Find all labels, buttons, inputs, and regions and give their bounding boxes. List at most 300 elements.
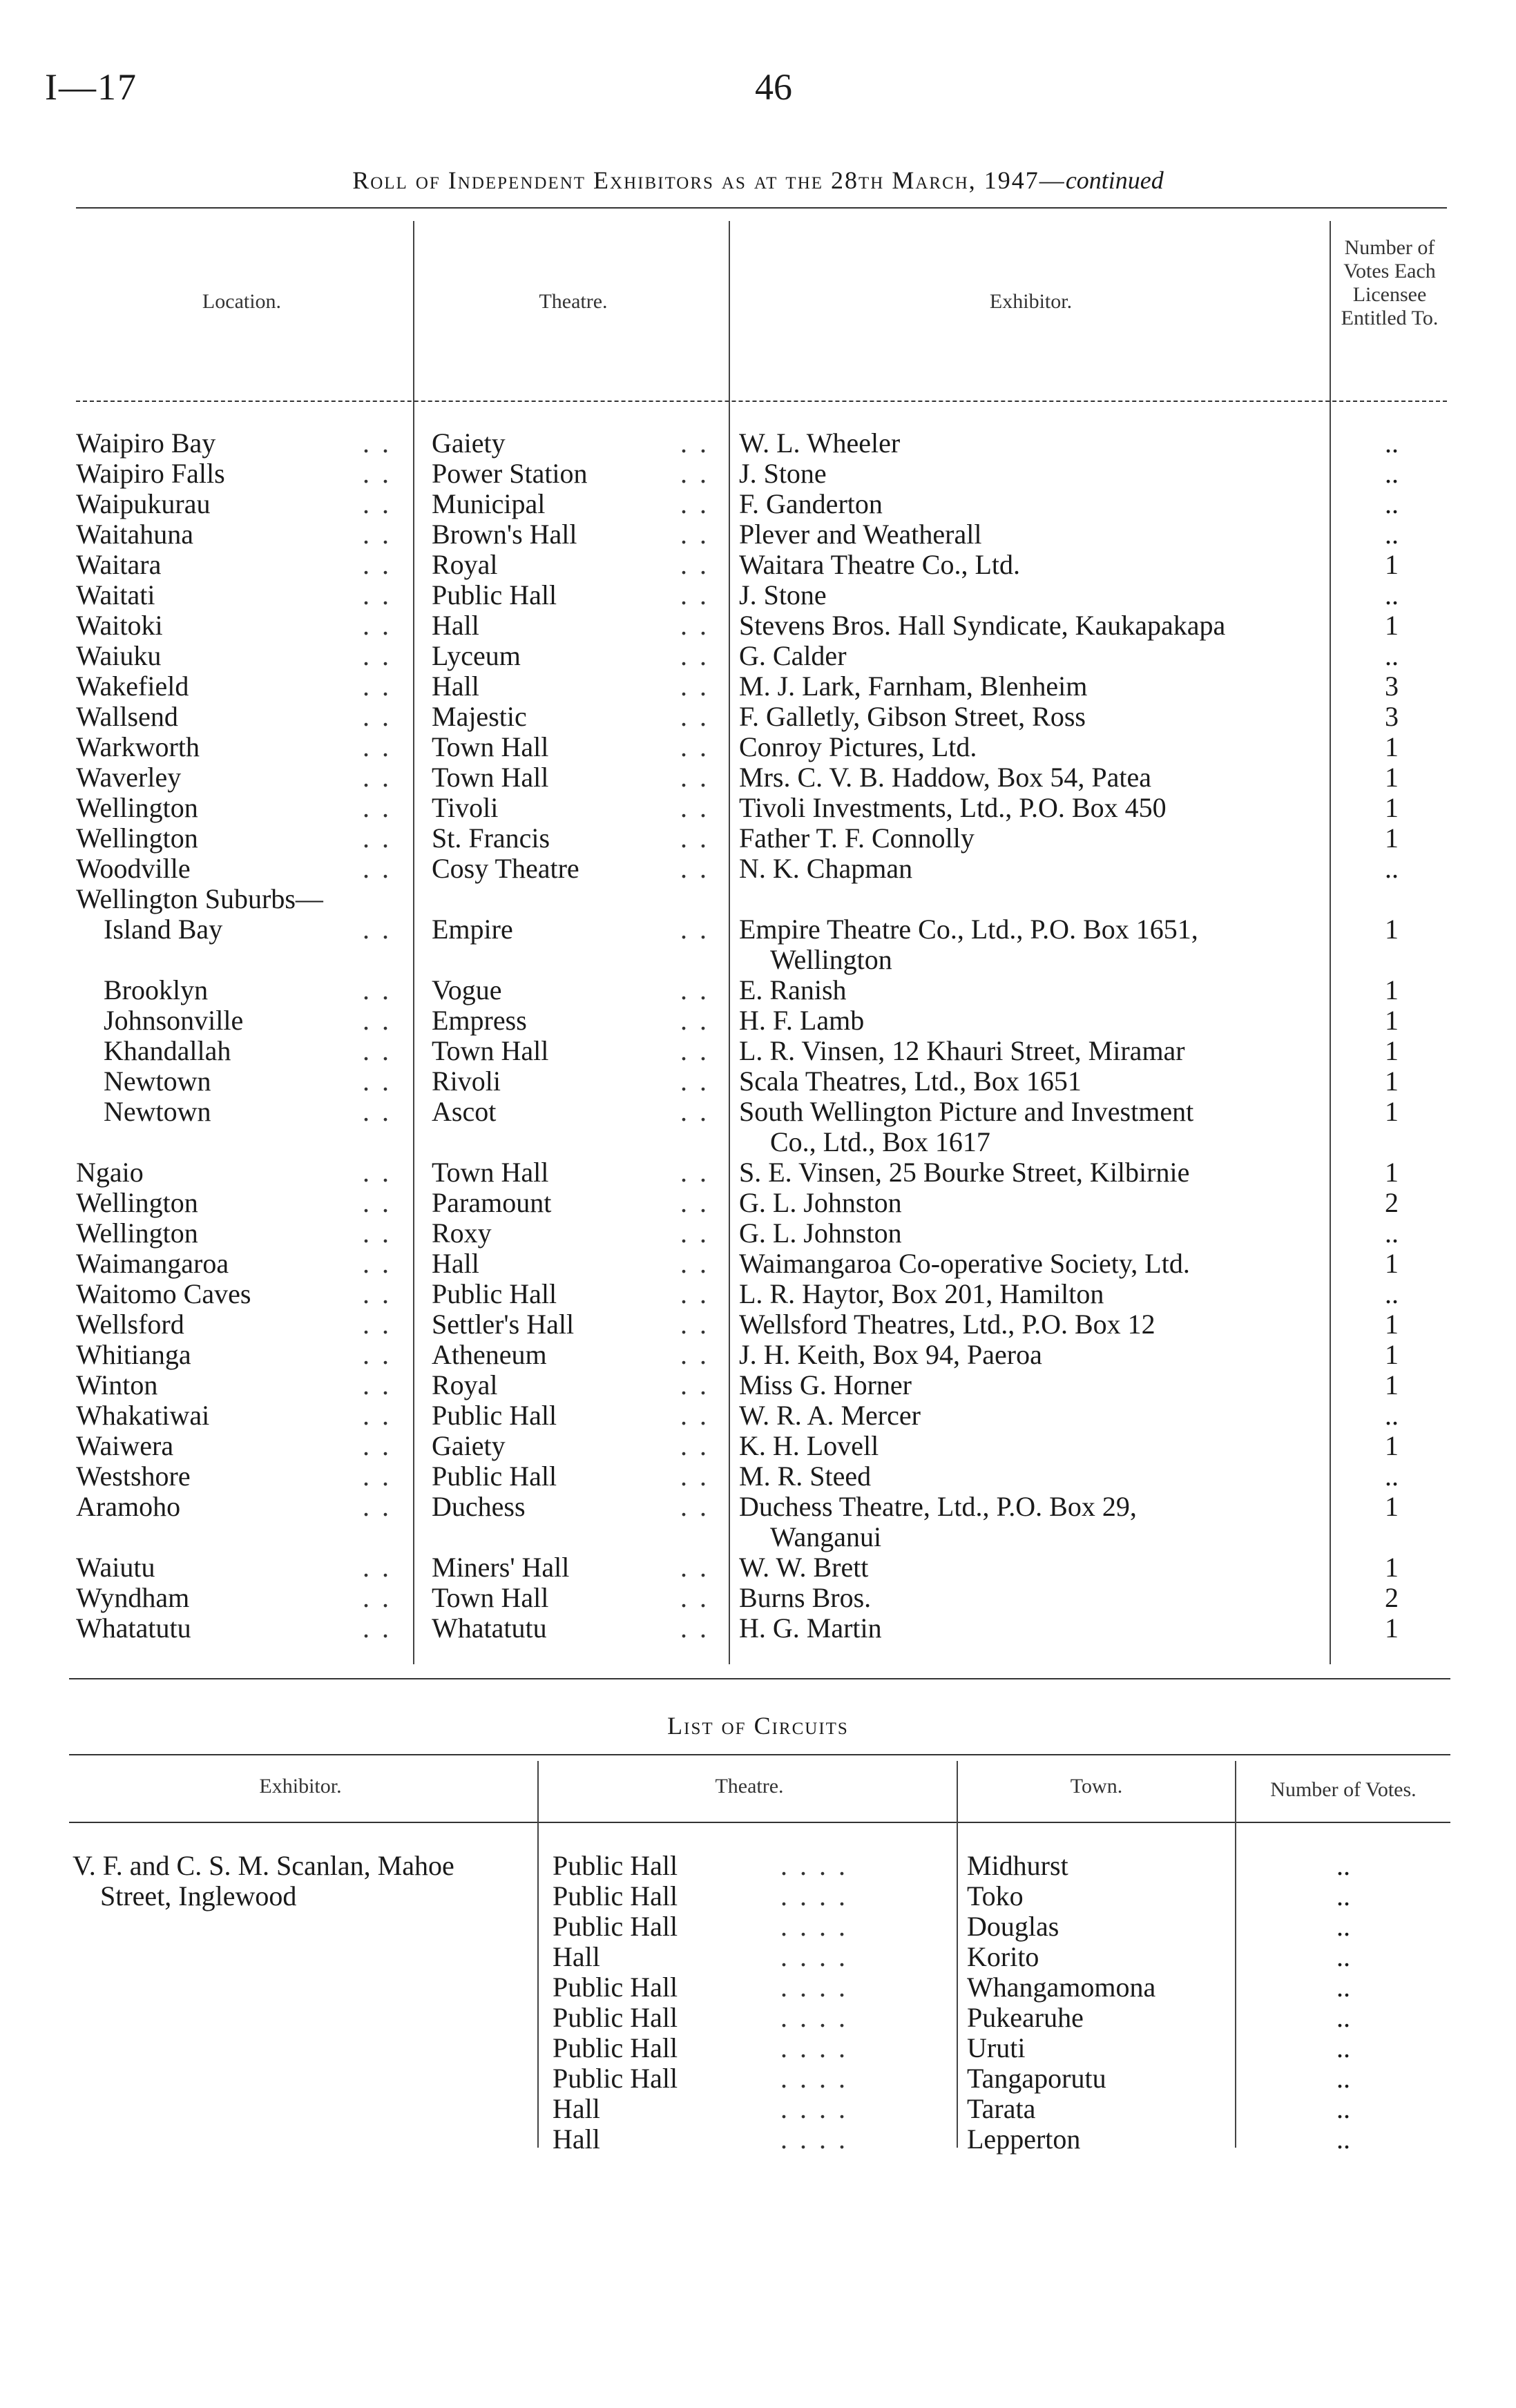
leader-dots: . . bbox=[680, 854, 709, 884]
table-row bbox=[0, 1097, 1516, 1127]
theatre-cell: Hall bbox=[432, 671, 479, 702]
table-row bbox=[0, 519, 1516, 550]
circuit-theatre-cell: Public Hall bbox=[553, 1972, 678, 2003]
location-cell: Island Bay bbox=[104, 914, 223, 945]
leader-dots: . . bbox=[363, 1249, 392, 1279]
theatre-cell: Duchess bbox=[432, 1492, 526, 1522]
leader-dots: . . bbox=[680, 1097, 709, 1127]
leader-dots: . . bbox=[363, 1036, 392, 1066]
leader-dots: . . bbox=[680, 1400, 709, 1431]
location-cell: Warkworth bbox=[76, 732, 200, 762]
location-cell: Newtown bbox=[104, 1097, 211, 1127]
exhibitor-cell: Tivoli Investments, Ltd., P.O. Box 450 bbox=[739, 793, 1167, 823]
votes-cell: .. bbox=[1385, 580, 1399, 610]
circuit-town-cell: Whangamomona bbox=[967, 1972, 1156, 2003]
votes-cell: .. bbox=[1385, 641, 1399, 671]
leader-dots: . . bbox=[363, 914, 392, 945]
exhibitor-cell: Wanganui bbox=[770, 1522, 882, 1552]
leader-dots: . . . . bbox=[780, 1911, 848, 1942]
leader-dots: . . bbox=[363, 428, 392, 459]
leader-dots: . . bbox=[363, 519, 392, 550]
circuits-header-rule bbox=[69, 1822, 1450, 1823]
exhibitor-cell: Conroy Pictures, Ltd. bbox=[739, 732, 977, 762]
votes-cell: .. bbox=[1385, 459, 1399, 489]
table-row bbox=[0, 1218, 1516, 1249]
leader-dots: . . bbox=[680, 1218, 709, 1249]
location-cell: Winton bbox=[76, 1370, 158, 1400]
leader-dots: . . bbox=[363, 459, 392, 489]
theatre-cell: Public Hall bbox=[432, 1279, 557, 1309]
theatre-cell: Municipal bbox=[432, 489, 546, 519]
leader-dots: . . bbox=[363, 671, 392, 702]
theatre-cell: Gaiety bbox=[432, 1431, 506, 1461]
location-cell: Wellington bbox=[76, 1218, 198, 1249]
table-row bbox=[0, 1340, 1516, 1370]
exhibitor-cell: Scala Theatres, Ltd., Box 1651 bbox=[739, 1066, 1082, 1097]
leader-dots: . . bbox=[680, 641, 709, 671]
circuit-votes-cell: .. bbox=[1336, 1851, 1350, 1881]
exhibitor-cell: Burns Bros. bbox=[739, 1583, 872, 1613]
location-cell: Westshore bbox=[76, 1461, 191, 1492]
exhibitor-cell: Wellington bbox=[770, 945, 892, 975]
table-row bbox=[0, 610, 1516, 641]
circuit-votes-cell: .. bbox=[1336, 2003, 1350, 2033]
location-cell: Aramoho bbox=[76, 1492, 181, 1522]
leader-dots: . . bbox=[363, 823, 392, 854]
theatre-cell: Settler's Hall bbox=[432, 1309, 575, 1340]
leader-dots: . . bbox=[680, 1309, 709, 1340]
table-row bbox=[0, 1911, 1516, 1942]
exhibitor-cell: G. L. Johnston bbox=[739, 1188, 902, 1218]
circuit-theatre-cell: Public Hall bbox=[553, 2033, 678, 2063]
leader-dots: . . bbox=[680, 519, 709, 550]
leader-dots: . . bbox=[680, 1279, 709, 1309]
circuit-town-cell: Korito bbox=[967, 1942, 1039, 1972]
exhibitor-cell: L. R. Vinsen, 12 Khauri Street, Miramar bbox=[739, 1036, 1185, 1066]
exhibitor-cell: Stevens Bros. Hall Syndicate, Kaukapakapa bbox=[739, 610, 1226, 641]
circuit-town-cell: Pukearuhe bbox=[967, 2003, 1084, 2033]
leader-dots: . . bbox=[363, 1218, 392, 1249]
leader-dots: . . bbox=[363, 610, 392, 641]
location-cell: Wyndham bbox=[76, 1583, 190, 1613]
table-row bbox=[0, 762, 1516, 793]
votes-cell: .. bbox=[1385, 854, 1399, 884]
location-cell: Waitara bbox=[76, 550, 162, 580]
leader-dots: . . bbox=[680, 580, 709, 610]
leader-dots: . . bbox=[363, 1340, 392, 1370]
votes-cell: 3 bbox=[1385, 702, 1399, 732]
theatre-cell: Empress bbox=[432, 1005, 527, 1036]
col-header-votes: Number of Votes Each Licensee Entitled To. bbox=[1341, 236, 1439, 329]
leader-dots: . . bbox=[363, 702, 392, 732]
theatre-cell: Paramount bbox=[432, 1188, 552, 1218]
theatre-cell: Lyceum bbox=[432, 641, 521, 671]
circuit-votes-cell: .. bbox=[1336, 1881, 1350, 1911]
exhibitor-cell: W. W. Brett bbox=[739, 1552, 869, 1583]
table-row bbox=[0, 641, 1516, 671]
leader-dots: . . bbox=[680, 975, 709, 1005]
table-row bbox=[0, 459, 1516, 489]
exhibitor-cell: Mrs. C. V. B. Haddow, Box 54, Patea bbox=[739, 762, 1152, 793]
location-cell: Waiwera bbox=[76, 1431, 174, 1461]
exhibitor-cell: J. Stone bbox=[739, 459, 827, 489]
leader-dots: . . bbox=[363, 489, 392, 519]
theatre-cell: Public Hall bbox=[432, 1400, 557, 1431]
leader-dots: . . bbox=[680, 610, 709, 641]
leader-dots: . . bbox=[680, 1583, 709, 1613]
leader-dots: . . bbox=[363, 732, 392, 762]
table-row bbox=[0, 2063, 1516, 2094]
exhibitor-cell: H. F. Lamb bbox=[739, 1005, 865, 1036]
exhibitor-cell: N. K. Chapman bbox=[739, 854, 913, 884]
leader-dots: . . bbox=[680, 1370, 709, 1400]
votes-cell: 1 bbox=[1385, 1005, 1399, 1036]
theatre-cell: Town Hall bbox=[432, 1036, 549, 1066]
table-row bbox=[0, 793, 1516, 823]
leader-dots: . . bbox=[363, 762, 392, 793]
circuit-theatre-cell: Hall bbox=[553, 2094, 600, 2124]
table-row bbox=[0, 702, 1516, 732]
exhibitor-cell: Duchess Theatre, Ltd., P.O. Box 29, bbox=[739, 1492, 1137, 1522]
theatre-cell: Cosy Theatre bbox=[432, 854, 579, 884]
theatre-cell: Gaiety bbox=[432, 428, 506, 459]
votes-cell: 3 bbox=[1385, 671, 1399, 702]
circuits-title: List of Circuits bbox=[667, 1712, 849, 1740]
table-row bbox=[0, 1522, 1516, 1552]
table-top-rule bbox=[76, 207, 1447, 209]
votes-cell: 1 bbox=[1385, 762, 1399, 793]
circuit-theatre-cell: Public Hall bbox=[553, 1911, 678, 1942]
location-cell: Waipiro Bay bbox=[76, 428, 216, 459]
location-cell: Waitomo Caves bbox=[76, 1279, 251, 1309]
location-cell: Johnsonville bbox=[104, 1005, 244, 1036]
circuit-votes-cell: .. bbox=[1336, 2094, 1350, 2124]
circuit-town-cell: Toko bbox=[967, 1881, 1024, 1911]
theatre-cell: Ascot bbox=[432, 1097, 497, 1127]
circuits-col-town: Town. bbox=[1070, 1775, 1123, 1798]
theatre-cell: Power Station bbox=[432, 459, 588, 489]
votes-cell: 1 bbox=[1385, 975, 1399, 1005]
exhibitor-cell: F. Galletly, Gibson Street, Ross bbox=[739, 702, 1086, 732]
exhibitor-cell: L. R. Haytor, Box 201, Hamilton bbox=[739, 1279, 1104, 1309]
leader-dots: . . bbox=[363, 1309, 392, 1340]
theatre-cell: Public Hall bbox=[432, 580, 557, 610]
theatre-cell: Town Hall bbox=[432, 732, 549, 762]
table-bottom-rule bbox=[69, 1678, 1450, 1679]
col-header-location: Location. bbox=[202, 290, 282, 313]
circuits-top-rule bbox=[69, 1754, 1450, 1755]
table-row bbox=[0, 1188, 1516, 1218]
theatre-cell: Hall bbox=[432, 610, 479, 641]
theatre-cell: Atheneum bbox=[432, 1340, 547, 1370]
location-cell: Whitianga bbox=[76, 1340, 191, 1370]
exhibitor-cell: Wellsford Theatres, Ltd., P.O. Box 12 bbox=[739, 1309, 1155, 1340]
circuit-exhibitor-line-2: Street, Inglewood bbox=[100, 1881, 297, 1911]
location-cell: Whakatiwai bbox=[76, 1400, 210, 1431]
table-row bbox=[0, 1066, 1516, 1097]
leader-dots: . . bbox=[363, 1066, 392, 1097]
table-row bbox=[0, 1492, 1516, 1522]
location-cell: Waitati bbox=[76, 580, 155, 610]
leader-dots: . . bbox=[680, 702, 709, 732]
exhibitor-cell: Waitara Theatre Co., Ltd. bbox=[739, 550, 1020, 580]
theatre-cell: Majestic bbox=[432, 702, 527, 732]
leader-dots: . . bbox=[680, 671, 709, 702]
theatre-cell: Royal bbox=[432, 1370, 498, 1400]
location-cell: Newtown bbox=[104, 1066, 211, 1097]
circuit-town-cell: Uruti bbox=[967, 2033, 1026, 2063]
theatre-cell: Brown's Hall bbox=[432, 519, 577, 550]
leader-dots: . . bbox=[680, 793, 709, 823]
location-cell: Waiutu bbox=[76, 1552, 155, 1583]
votes-cell: .. bbox=[1385, 489, 1399, 519]
table-row bbox=[0, 489, 1516, 519]
votes-cell: 2 bbox=[1385, 1583, 1399, 1613]
location-cell: Wellsford bbox=[76, 1309, 184, 1340]
theatre-cell: Public Hall bbox=[432, 1461, 557, 1492]
votes-cell: 1 bbox=[1385, 1036, 1399, 1066]
exhibitor-cell: Plever and Weatherall bbox=[739, 519, 982, 550]
exhibitor-cell: K. H. Lovell bbox=[739, 1431, 879, 1461]
circuit-town-cell: Douglas bbox=[967, 1911, 1059, 1942]
table-row bbox=[0, 428, 1516, 459]
votes-cell: 1 bbox=[1385, 1340, 1399, 1370]
location-cell: Wellington bbox=[76, 793, 198, 823]
leader-dots: . . bbox=[363, 1005, 392, 1036]
votes-cell: 1 bbox=[1385, 1431, 1399, 1461]
location-cell: Waipukurau bbox=[76, 489, 211, 519]
leader-dots: . . bbox=[680, 914, 709, 945]
table-row bbox=[0, 1005, 1516, 1036]
theatre-cell: Town Hall bbox=[432, 762, 549, 793]
theatre-cell: St. Francis bbox=[432, 823, 550, 854]
votes-cell: 1 bbox=[1385, 1157, 1399, 1188]
exhibitor-cell: W. R. A. Mercer bbox=[739, 1400, 921, 1431]
leader-dots: . . bbox=[363, 1370, 392, 1400]
table-row bbox=[0, 1851, 1516, 1881]
leader-dots: . . bbox=[363, 854, 392, 884]
leader-dots: . . . . bbox=[780, 2124, 848, 2155]
location-cell: Ngaio bbox=[76, 1157, 144, 1188]
table-row bbox=[0, 1249, 1516, 1279]
leader-dots: . . bbox=[680, 1005, 709, 1036]
table-row bbox=[0, 671, 1516, 702]
leader-dots: . . bbox=[680, 550, 709, 580]
votes-cell: 1 bbox=[1385, 1097, 1399, 1127]
theatre-cell: Hall bbox=[432, 1249, 479, 1279]
theatre-cell: Roxy bbox=[432, 1218, 492, 1249]
col-header-theatre: Theatre. bbox=[539, 290, 608, 313]
table-row bbox=[0, 914, 1516, 945]
table-row bbox=[0, 1309, 1516, 1340]
leader-dots: . . bbox=[680, 1249, 709, 1279]
circuit-votes-cell: .. bbox=[1336, 2124, 1350, 2155]
leader-dots: . . bbox=[680, 1340, 709, 1370]
leader-dots: . . bbox=[680, 1613, 709, 1644]
circuit-votes-cell: .. bbox=[1336, 2033, 1350, 2063]
circuit-votes-cell: .. bbox=[1336, 1942, 1350, 1972]
leader-dots: . . bbox=[680, 732, 709, 762]
theatre-cell: Tivoli bbox=[432, 793, 499, 823]
circuits-col-theatre: Theatre. bbox=[715, 1775, 784, 1798]
table-header-rule bbox=[76, 401, 1447, 402]
votes-cell: 1 bbox=[1385, 793, 1399, 823]
table-row bbox=[0, 1972, 1516, 2003]
leader-dots: . . . . bbox=[780, 2033, 848, 2063]
leader-dots: . . bbox=[363, 1552, 392, 1583]
table-row bbox=[0, 1431, 1516, 1461]
leader-dots: . . bbox=[363, 1188, 392, 1218]
leader-dots: . . bbox=[363, 1279, 392, 1309]
votes-cell: .. bbox=[1385, 1400, 1399, 1431]
exhibitor-cell: Co., Ltd., Box 1617 bbox=[770, 1127, 990, 1157]
votes-cell: .. bbox=[1385, 428, 1399, 459]
leader-dots: . . bbox=[680, 1461, 709, 1492]
table-row bbox=[0, 1613, 1516, 1644]
leader-dots: . . bbox=[680, 489, 709, 519]
exhibitor-cell: Empire Theatre Co., Ltd., P.O. Box 1651, bbox=[739, 914, 1198, 945]
circuit-town-cell: Tarata bbox=[967, 2094, 1036, 2124]
exhibitor-cell: H. G. Martin bbox=[739, 1613, 882, 1644]
theatre-cell: Vogue bbox=[432, 975, 502, 1005]
exhibitor-cell: J. Stone bbox=[739, 580, 827, 610]
location-cell: Wellington bbox=[76, 1188, 198, 1218]
circuit-theatre-cell: Public Hall bbox=[553, 1851, 678, 1881]
votes-cell: .. bbox=[1385, 519, 1399, 550]
exhibitor-cell: G. Calder bbox=[739, 641, 847, 671]
leader-dots: . . bbox=[363, 641, 392, 671]
location-cell: Waitoki bbox=[76, 610, 163, 641]
theatre-cell: Empire bbox=[432, 914, 513, 945]
location-cell: Khandallah bbox=[104, 1036, 231, 1066]
exhibitor-cell: W. L. Wheeler bbox=[739, 428, 901, 459]
leader-dots: . . . . bbox=[780, 2003, 848, 2033]
leader-dots: . . bbox=[680, 1188, 709, 1218]
theatre-cell: Miners' Hall bbox=[432, 1552, 570, 1583]
circuit-town-cell: Tangaporutu bbox=[967, 2063, 1106, 2094]
votes-cell: 1 bbox=[1385, 550, 1399, 580]
votes-cell: 1 bbox=[1385, 1370, 1399, 1400]
votes-cell: 1 bbox=[1385, 610, 1399, 641]
votes-cell: 1 bbox=[1385, 1066, 1399, 1097]
location-cell: Wallsend bbox=[76, 702, 178, 732]
exhibitor-cell: Waimangaroa Co-operative Society, Ltd. bbox=[739, 1249, 1190, 1279]
location-cell: Wellington Suburbs— bbox=[76, 884, 323, 914]
leader-dots: . . bbox=[363, 1492, 392, 1522]
circuit-town-cell: Lepperton bbox=[967, 2124, 1081, 2155]
location-cell: Whatatutu bbox=[76, 1613, 191, 1644]
table-row bbox=[0, 2003, 1516, 2033]
leader-dots: . . bbox=[680, 1036, 709, 1066]
location-cell: Waipiro Falls bbox=[76, 459, 225, 489]
location-cell: Wakefield bbox=[76, 671, 189, 702]
exhibitor-cell: E. Ranish bbox=[739, 975, 847, 1005]
circuit-votes-cell: .. bbox=[1336, 2063, 1350, 2094]
table-row bbox=[0, 1157, 1516, 1188]
exhibitor-cell: Father T. F. Connolly bbox=[739, 823, 975, 854]
votes-cell: .. bbox=[1385, 1279, 1399, 1309]
leader-dots: . . bbox=[363, 580, 392, 610]
circuit-votes-cell: .. bbox=[1336, 1972, 1350, 2003]
leader-dots: . . bbox=[680, 1431, 709, 1461]
page-number: 46 bbox=[755, 66, 792, 108]
exhibitor-cell: M. J. Lark, Farnham, Blenheim bbox=[739, 671, 1088, 702]
location-cell: Waimangaroa bbox=[76, 1249, 229, 1279]
location-cell: Woodville bbox=[76, 854, 191, 884]
table-row bbox=[0, 1552, 1516, 1583]
leader-dots: . . bbox=[363, 975, 392, 1005]
table-row bbox=[0, 945, 1516, 975]
leader-dots: . . . . bbox=[780, 2063, 848, 2094]
circuit-theatre-cell: Hall bbox=[553, 1942, 600, 1972]
leader-dots: . . bbox=[363, 1400, 392, 1431]
table-row bbox=[0, 732, 1516, 762]
table-row bbox=[0, 1881, 1516, 1911]
parliamentary-paper-reference: I—17 bbox=[45, 66, 137, 108]
table-row bbox=[0, 550, 1516, 580]
table-row bbox=[0, 823, 1516, 854]
theatre-cell: Rivoli bbox=[432, 1066, 501, 1097]
theatre-cell: Whatatutu bbox=[432, 1613, 547, 1644]
table-row bbox=[0, 1370, 1516, 1400]
circuits-col-votes: Number of Votes. bbox=[1270, 1778, 1417, 1801]
leader-dots: . . . . bbox=[780, 1851, 848, 1881]
location-cell: Wellington bbox=[76, 823, 198, 854]
leader-dots: . . bbox=[363, 1097, 392, 1127]
theatre-cell: Town Hall bbox=[432, 1157, 549, 1188]
votes-cell: 1 bbox=[1385, 1249, 1399, 1279]
leader-dots: . . bbox=[363, 1157, 392, 1188]
table-row bbox=[0, 1942, 1516, 1972]
exhibitor-cell: M. R. Steed bbox=[739, 1461, 872, 1492]
exhibitor-cell: F. Ganderton bbox=[739, 489, 883, 519]
leader-dots: . . . . bbox=[780, 1881, 848, 1911]
table-row bbox=[0, 1400, 1516, 1431]
leader-dots: . . . . bbox=[780, 1942, 848, 1972]
circuit-votes-cell: .. bbox=[1336, 1911, 1350, 1942]
theatre-cell: Town Hall bbox=[432, 1583, 549, 1613]
table-row bbox=[0, 1036, 1516, 1066]
table-row bbox=[0, 1461, 1516, 1492]
table-row bbox=[0, 2124, 1516, 2155]
circuit-town-cell: Midhurst bbox=[967, 1851, 1068, 1881]
location-cell: Waitahuna bbox=[76, 519, 194, 550]
leader-dots: . . bbox=[363, 1461, 392, 1492]
table-row bbox=[0, 2033, 1516, 2063]
circuit-theatre-cell: Public Hall bbox=[553, 1881, 678, 1911]
exhibitor-cell: Miss G. Horner bbox=[739, 1370, 912, 1400]
exhibitor-cell: G. L. Johnston bbox=[739, 1218, 902, 1249]
exhibitor-cell: S. E. Vinsen, 25 Bourke Street, Kilbirnie bbox=[739, 1157, 1190, 1188]
leader-dots: . . bbox=[363, 1431, 392, 1461]
leader-dots: . . bbox=[363, 550, 392, 580]
leader-dots: . . bbox=[363, 793, 392, 823]
table-row bbox=[0, 975, 1516, 1005]
location-cell: Brooklyn bbox=[104, 975, 209, 1005]
exhibitor-cell: South Wellington Picture and Investment bbox=[739, 1097, 1194, 1127]
votes-cell: 1 bbox=[1385, 823, 1399, 854]
roll-title: Roll of Independent Exhibitors as at the 28th March, 1947—continued bbox=[352, 166, 1164, 194]
exhibitor-cell: J. H. Keith, Box 94, Paeroa bbox=[739, 1340, 1042, 1370]
leader-dots: . . bbox=[363, 1613, 392, 1644]
votes-cell: 2 bbox=[1385, 1188, 1399, 1218]
table-row bbox=[0, 854, 1516, 884]
circuits-col-exhibitor: Exhibitor. bbox=[259, 1775, 342, 1798]
table-row bbox=[0, 1583, 1516, 1613]
table-row bbox=[0, 884, 1516, 914]
table-row bbox=[0, 580, 1516, 610]
location-cell: Waiuku bbox=[76, 641, 162, 671]
